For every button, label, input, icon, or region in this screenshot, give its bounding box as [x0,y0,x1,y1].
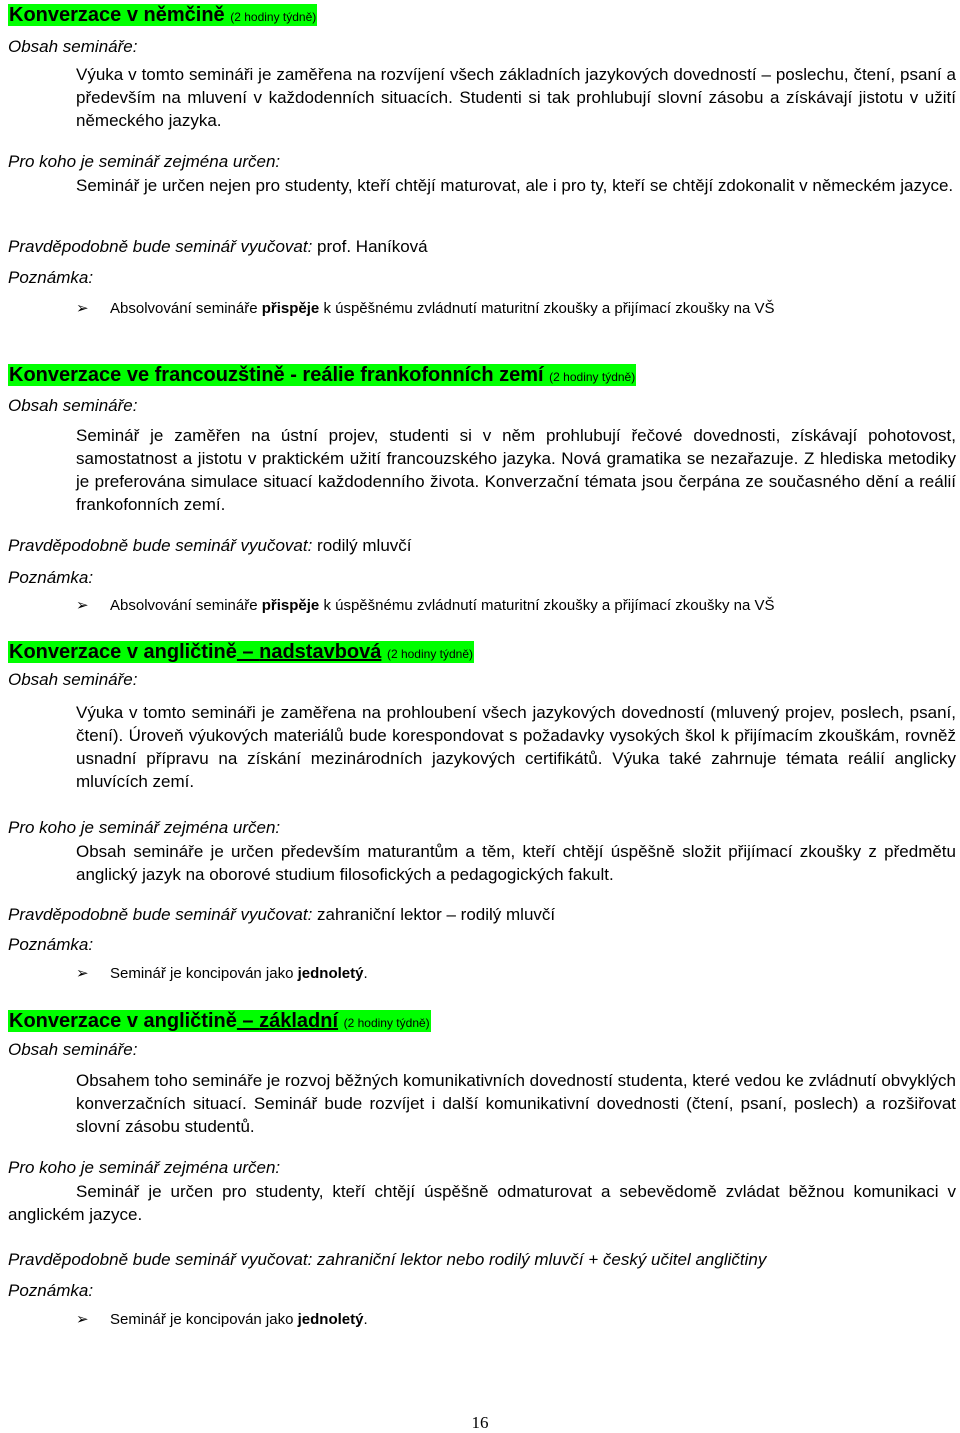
teacher-line [8,1249,766,1271]
note-label: Poznámka: [8,1281,94,1300]
section-hours: (2 hodiny týdně) [386,647,474,661]
note-bullet: ➢ Seminář je koncipován jako jednoletý. [76,965,368,982]
audience-text: Seminář je určen pro studenty, kteří chtějí úspěšně odmaturovat a sebevědomě zvládat běžnou komunikaci v anglickém jazyce. [8,1182,956,1224]
section-heading-english-advanced: Konverzace v angličtině – nadstavbová (2 hodiny týdně) [9,641,474,663]
audience-text: Seminář je určen nejen pro studenty, kteří chtějí maturovat, ale i pro ty, kteří se chtějí zdokonalit v německém jazyce. [76,176,954,195]
note-label: Poznámka: [8,568,94,587]
content-text: Výuka v tomto semináři je zaměřena na prohloubení všech jazykových dovedností (mluvený projev, poslech, psaní, čtení). Úroveň výukových materiálů bude korespondovat s požadavky vysokých škol k přijímacím zkouškám, rovněž usnadní přípravu na získání mezinárodních jazykových certifikátů. Výuka také zahrnuje témata reálií anglicky mluvících zemí. [76,703,956,791]
teacher-label: Pravděpodobně bude seminář vyučovat: [8,237,313,256]
section-heading-french [8,363,636,389]
content-text: Seminář je zaměřen na ústní projev, studenti si v něm prohlubují řečové dovednosti, získávají pohotovost, samostatnost a jistotu v praktickém užití francouzského jazyka. Nová gramatika se nezařazuje. Z hlediska metodiky je preferována simulace situací každodenního života. Konverzační témata jsou čerpána ze současného dění a reálií frankofonních zemí. [76,426,956,514]
teacher-value: zahraniční lektor nebo rodilý mluvčí + český učitel angličtiny [317,1250,767,1269]
teacher-label: Pravděpodobně bude seminář vyučovat: [8,536,313,555]
audience-label: Pro koho je seminář zejména určen: [8,152,281,171]
section-heading-german [8,3,317,29]
teacher-line [8,236,428,258]
teacher-line [8,904,555,926]
page-number: 16 [471,1413,489,1432]
section-hours: (2 hodiny týdně) [343,1016,430,1030]
teacher-label: Pravděpodobně bude seminář vyučovat: [8,905,313,924]
teacher-value: prof. Haníková [317,237,428,256]
teacher-line [8,535,412,557]
section-title: Konverzace v němčině [9,4,225,26]
content-text: Výuka v tomto semináři je zaměřena na rozvíjení všech základních jazykových dovedností – poslechu, čtení, psaní a především na mluvení v každodenních situacích. Studenti si tak prohlubují slovní zásobu a získávají jistotu v užití německého jazyka. [76,65,956,130]
teacher-label: Pravděpodobně bude seminář vyučovat: [8,1250,313,1269]
content-text: Obsahem toho semináře je rozvoj běžných komunikativních dovedností studenta, které vedou ke zvládnutí obvyklých konverzačních situací. Seminář bude rozvíjet i další komunikativní dovednosti (čtení, psaní, poslech) a rozšiřovat slovní zásobu studentů. [76,1071,956,1136]
note-bullet: ➢ Absolvování semináře přispěje k úspěšnému zvládnutí maturitní zkoušky a přijímací zkoušky na VŠ [76,300,775,317]
arrow-bullet-icon: ➢ [76,597,89,614]
note-label: Poznámka: [8,935,94,954]
section-heading-english-basic: Konverzace v angličtině – základní (2 hodiny týdně) [9,1010,430,1032]
audience-text: Obsah semináře je určen především maturantům a těm, kteří chtějí úspěšně složit přijímací zkoušky z předmětu anglický jazyk na oborové studium filosofických a pedagogických fakult. [76,842,956,884]
content-label: Obsah semináře: [8,670,138,689]
content-label: Obsah semináře: [8,37,138,56]
teacher-value: zahraniční lektor – rodilý mluvčí [317,905,556,924]
note-bullet: ➢ Absolvování semináře přispěje k úspěšnému zvládnutí maturitní zkoušky a přijímací zkoušky na VŠ [76,597,775,614]
section-title: Konverzace v angličtině [9,641,237,663]
note-bullet: ➢ Seminář je koncipován jako jednoletý. [76,1311,368,1328]
section-title: Konverzace ve francouzštině - reálie frankofonních zemí [9,364,544,386]
audience-label: Pro koho je seminář zejména určen: [8,818,281,837]
section-title: Konverzace v angličtině [9,1010,237,1032]
content-label: Obsah semináře: [8,1040,138,1059]
arrow-bullet-icon: ➢ [76,965,89,982]
audience-label: Pro koho je seminář zejména určen: [8,1158,281,1177]
arrow-bullet-icon: ➢ [76,300,89,317]
teacher-value: rodilý mluvčí [317,536,412,555]
note-label: Poznámka: [8,268,94,287]
section-hours: (2 hodiny týdně) [230,10,317,24]
content-label: Obsah semináře: [8,396,138,415]
arrow-bullet-icon: ➢ [76,1311,89,1328]
section-hours: (2 hodiny týdně) [549,370,636,384]
